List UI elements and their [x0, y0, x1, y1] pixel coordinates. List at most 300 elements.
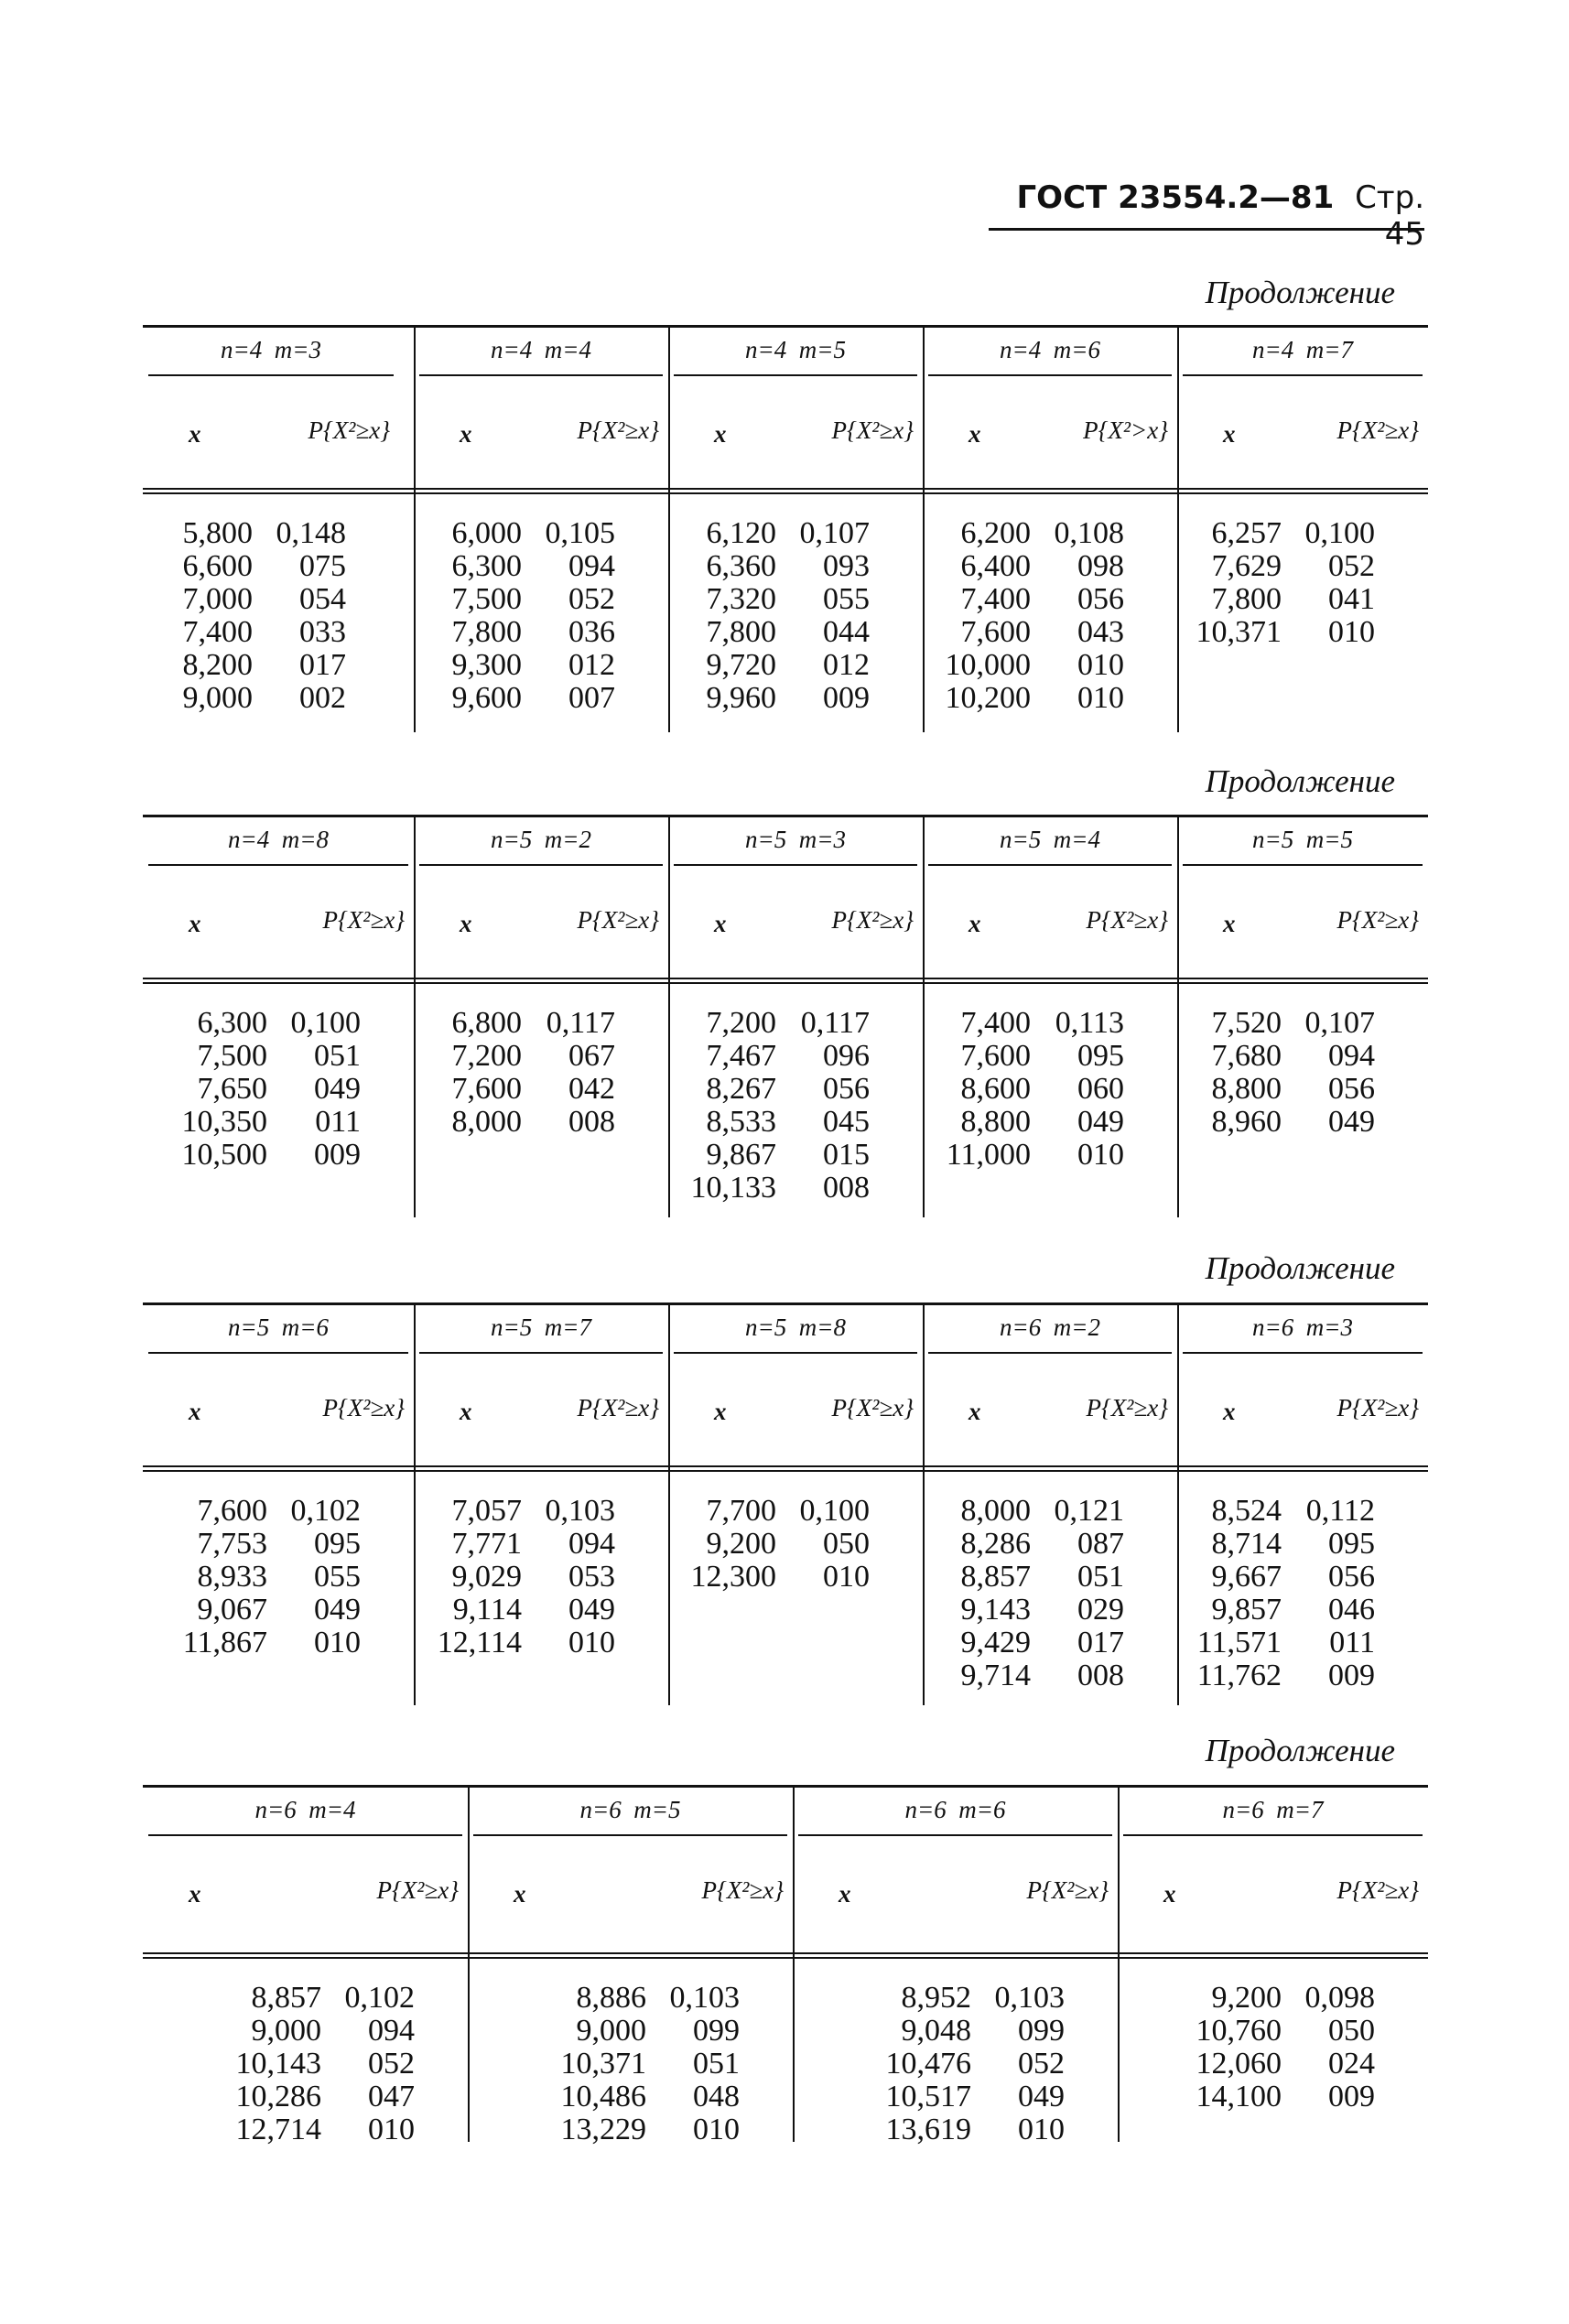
m-param: m=5 [798, 336, 846, 363]
table-row [668, 517, 923, 550]
m-param: m=5 [633, 1796, 681, 1823]
probability-value: 094 [368, 2014, 415, 2048]
x-value: 10,371 [1196, 615, 1282, 649]
probability-value: 0,103 [994, 1981, 1065, 2015]
table-row [793, 2113, 1118, 2146]
probability-value: 044 [823, 615, 870, 649]
x-value: 7,753 [197, 1527, 267, 1561]
table-column-group [1177, 325, 1428, 732]
probability-header: P{X²≥x} [308, 416, 390, 444]
x-value: 7,771 [451, 1527, 522, 1561]
probability-header: P{X²≥x} [831, 906, 914, 934]
group-header [143, 1303, 414, 1352]
column-divider [668, 815, 670, 1217]
table-row [414, 1594, 668, 1627]
table-row [468, 2113, 793, 2146]
table-column-group [414, 1303, 668, 1705]
table-column-group [414, 325, 668, 732]
table-row [143, 616, 399, 649]
probability-value: 049 [1328, 1105, 1375, 1139]
x-header: x [968, 1398, 981, 1425]
x-value: 7,600 [960, 615, 1031, 649]
x-value: 9,048 [901, 2014, 971, 2048]
probability-value: 054 [299, 582, 346, 616]
group-header [923, 1303, 1177, 1352]
x-value: 8,524 [1211, 1494, 1282, 1528]
table-body [414, 517, 668, 715]
probability-header: P{X²≥x} [1086, 1394, 1168, 1421]
x-value: 9,300 [451, 648, 522, 682]
column-divider [923, 815, 925, 1217]
probability-value: 048 [693, 2080, 740, 2113]
x-header: x [1163, 1880, 1176, 1908]
table-row [1177, 1073, 1428, 1106]
table-body [668, 517, 923, 715]
group-header [793, 1785, 1118, 1834]
probability-value: 053 [568, 1560, 615, 1594]
x-value: 12,714 [235, 2113, 321, 2146]
x-value: 7,200 [451, 1039, 522, 1073]
column-divider [923, 325, 925, 732]
table-row [923, 682, 1177, 715]
n-param: n=4 [1000, 336, 1042, 363]
probability-value: 043 [1077, 615, 1124, 649]
probability-value: 010 [693, 2113, 740, 2146]
x-value: 6,400 [960, 549, 1031, 583]
n-param: n=4 [745, 336, 787, 363]
probability-header: P{X²≥x} [1336, 416, 1419, 444]
x-value: 8,800 [960, 1105, 1031, 1139]
data-table [143, 325, 1428, 737]
probability-value: 010 [1077, 1138, 1124, 1172]
table-row [1177, 1495, 1428, 1528]
x-value: 10,286 [235, 2080, 321, 2113]
probability-value: 095 [314, 1527, 361, 1561]
x-value: 6,300 [451, 549, 522, 583]
table-row [1118, 2081, 1428, 2113]
probability-value: 094 [1328, 1039, 1375, 1073]
x-header: x [1223, 910, 1236, 937]
column-headers [668, 374, 923, 475]
probability-value: 046 [1328, 1593, 1375, 1627]
x-value: 7,200 [706, 1006, 776, 1040]
probability-value: 010 [1077, 681, 1124, 715]
table-row [468, 2081, 793, 2113]
x-value: 7,400 [960, 1006, 1031, 1040]
probability-value: 056 [1077, 582, 1124, 616]
x-value: 6,300 [197, 1006, 267, 1040]
x-value: 9,720 [706, 648, 776, 682]
table-row [668, 1073, 923, 1106]
table-row [468, 2015, 793, 2048]
m-param: m=7 [1276, 1796, 1324, 1823]
probability-value: 049 [1077, 1105, 1124, 1139]
x-header: x [460, 1398, 472, 1425]
table-row [1118, 1982, 1428, 2015]
table-body [143, 1982, 468, 2146]
probability-value: 052 [1018, 2047, 1065, 2081]
table-body [143, 1495, 414, 1659]
table-column-group [1177, 815, 1428, 1217]
probability-value: 060 [1077, 1072, 1124, 1106]
x-value: 9,067 [197, 1593, 267, 1627]
x-value: 9,000 [251, 2014, 321, 2048]
x-value: 10,476 [885, 2047, 971, 2081]
group-header [143, 1785, 468, 1834]
n-param: n=5 [491, 1313, 533, 1341]
probability-value: 010 [314, 1626, 361, 1659]
probability-header: P{X²≥x} [1336, 1394, 1419, 1421]
probability-value: 049 [1018, 2080, 1065, 2113]
x-header: x [460, 420, 472, 448]
x-value: 7,320 [706, 582, 776, 616]
n-param: n=5 [1000, 826, 1042, 853]
table-row [414, 1528, 668, 1561]
probability-value: 045 [823, 1105, 870, 1139]
x-value: 7,500 [451, 582, 522, 616]
probability-value: 099 [1018, 2014, 1065, 2048]
probability-value: 009 [1328, 1659, 1375, 1692]
table-column-group [143, 1785, 468, 2146]
x-value: 9,143 [960, 1593, 1031, 1627]
n-param: n=5 [745, 1313, 787, 1341]
table-row [668, 1040, 923, 1073]
probability-value: 0,148 [276, 516, 346, 550]
table-row [414, 550, 668, 583]
table-row [923, 1007, 1177, 1040]
x-value: 7,400 [960, 582, 1031, 616]
table-row [793, 2081, 1118, 2113]
table-row [923, 550, 1177, 583]
n-param: n=5 [745, 826, 787, 853]
table-row [1177, 1106, 1428, 1139]
table-row [414, 1007, 668, 1040]
table-row [668, 682, 923, 715]
column-headers [1177, 374, 1428, 475]
table-row [923, 1594, 1177, 1627]
x-value: 7,057 [451, 1494, 522, 1528]
column-headers [143, 864, 414, 965]
x-header: x [189, 1880, 201, 1908]
x-value: 13,619 [885, 2113, 971, 2146]
table-row [668, 1106, 923, 1139]
table-body [668, 1007, 923, 1205]
column-divider [414, 325, 416, 732]
probability-value: 012 [568, 648, 615, 682]
table-row [668, 1172, 923, 1205]
probability-value: 0,100 [290, 1006, 361, 1040]
table-row [668, 616, 923, 649]
probability-header: P{X²≥x} [376, 1876, 459, 1904]
probability-value: 008 [568, 1105, 615, 1139]
data-table [143, 1303, 1428, 1714]
probability-value: 052 [368, 2047, 415, 2081]
x-value: 9,867 [706, 1138, 776, 1172]
probability-value: 050 [1328, 2014, 1375, 2048]
table-row [1177, 550, 1428, 583]
n-param: n=6 [904, 1796, 947, 1823]
x-value: 7,600 [197, 1494, 267, 1528]
x-value: 8,600 [960, 1072, 1031, 1106]
x-value: 7,000 [182, 582, 253, 616]
x-value: 9,600 [451, 681, 522, 715]
x-value: 6,200 [960, 516, 1031, 550]
table-row [143, 2113, 468, 2146]
group-header [668, 1303, 923, 1352]
x-value: 10,000 [945, 648, 1031, 682]
probability-value: 0,103 [545, 1494, 615, 1528]
x-header: x [1223, 420, 1236, 448]
m-param: m=3 [798, 826, 846, 853]
probability-value: 0,102 [344, 1981, 415, 2015]
column-headers [414, 374, 668, 475]
table-row [143, 550, 399, 583]
probability-value: 096 [823, 1039, 870, 1073]
n-param: n=5 [1252, 826, 1294, 853]
table-row [923, 616, 1177, 649]
probability-value: 010 [1077, 648, 1124, 682]
page-header [989, 179, 1424, 253]
probability-value: 009 [314, 1138, 361, 1172]
probability-value: 0,107 [1304, 1006, 1375, 1040]
table-row [414, 1495, 668, 1528]
probability-value: 010 [1018, 2113, 1065, 2146]
column-headers [143, 1352, 414, 1453]
group-header [1177, 325, 1428, 374]
column-divider [414, 815, 416, 1217]
probability-value: 017 [299, 648, 346, 682]
probability-value: 042 [568, 1072, 615, 1106]
column-divider [414, 1303, 416, 1705]
table-body [414, 1007, 668, 1139]
table-row [468, 1982, 793, 2015]
table-row [1118, 2048, 1428, 2081]
group-header [143, 325, 399, 374]
x-header: x [968, 420, 981, 448]
table-body [923, 1007, 1177, 1172]
x-value: 9,200 [1211, 1981, 1282, 2015]
probability-header: P{X²≥x} [322, 1394, 405, 1421]
table-column-group [923, 325, 1177, 732]
probability-value: 017 [1077, 1626, 1124, 1659]
m-param: m=3 [274, 336, 321, 363]
m-param: m=8 [798, 1313, 846, 1341]
table-row [793, 2048, 1118, 2081]
continuation-label: Продолжение [1205, 275, 1395, 310]
table-row [414, 1627, 668, 1659]
table-row [414, 616, 668, 649]
m-param: m=5 [1305, 826, 1353, 853]
x-value: 10,486 [560, 2080, 646, 2113]
data-table [143, 1785, 1428, 2160]
x-value: 8,960 [1211, 1105, 1282, 1139]
x-value: 7,467 [706, 1039, 776, 1073]
table-row [923, 1073, 1177, 1106]
table-row [414, 1073, 668, 1106]
table-row [143, 1982, 468, 2015]
m-param: m=7 [544, 1313, 591, 1341]
m-param: m=6 [1053, 336, 1100, 363]
column-divider [923, 1303, 925, 1705]
probability-value: 029 [1077, 1593, 1124, 1627]
n-param: n=6 [579, 1796, 622, 1823]
x-value: 8,000 [451, 1105, 522, 1139]
page-number: Стр. 45 [1355, 179, 1424, 253]
table-row [1177, 1627, 1428, 1659]
table-row [414, 517, 668, 550]
x-value: 7,629 [1211, 549, 1282, 583]
x-value: 10,500 [181, 1138, 267, 1172]
n-param: n=4 [1252, 336, 1294, 363]
probability-value: 0,100 [799, 1494, 870, 1528]
x-value: 7,700 [706, 1494, 776, 1528]
table-column-group [1118, 1785, 1428, 2142]
m-param: m=4 [544, 336, 591, 363]
probability-value: 0,117 [800, 1006, 870, 1040]
table-body [1177, 1007, 1428, 1139]
table-row [668, 550, 923, 583]
x-value: 9,960 [706, 681, 776, 715]
table-row [414, 1106, 668, 1139]
probability-value: 009 [823, 681, 870, 715]
probability-value: 095 [1077, 1039, 1124, 1073]
table-row [1177, 1594, 1428, 1627]
table-row [1177, 517, 1428, 550]
table-row [143, 1528, 414, 1561]
m-param: m=7 [1305, 336, 1353, 363]
probability-value: 008 [823, 1171, 870, 1205]
m-param: m=6 [281, 1313, 329, 1341]
table-row [923, 1659, 1177, 1692]
m-param: m=2 [1053, 1313, 1100, 1341]
probability-value: 055 [314, 1560, 361, 1594]
table-row [143, 1139, 414, 1172]
x-value: 8,857 [960, 1560, 1031, 1594]
table-row [1177, 583, 1428, 616]
x-value: 7,600 [451, 1072, 522, 1106]
probability-value: 0,112 [1305, 1494, 1375, 1528]
table-body [143, 1007, 414, 1172]
group-header [468, 1785, 793, 1834]
table-row [143, 1073, 414, 1106]
column-headers [923, 864, 1177, 965]
table-column-group [468, 1785, 793, 2146]
probability-header: P{X²≥x} [701, 1876, 784, 1904]
table-body [414, 1495, 668, 1659]
column-divider [1177, 1303, 1179, 1705]
x-value: 9,200 [706, 1527, 776, 1561]
probability-value: 094 [568, 1527, 615, 1561]
table-row [923, 583, 1177, 616]
table-row [143, 649, 399, 682]
table-body [793, 1982, 1118, 2146]
x-value: 9,000 [182, 681, 253, 715]
probability-value: 051 [693, 2047, 740, 2081]
probability-value: 0,117 [546, 1006, 615, 1040]
n-param: n=6 [1222, 1796, 1264, 1823]
probability-value: 0,113 [1055, 1006, 1124, 1040]
probability-value: 049 [314, 1072, 361, 1106]
probability-value: 0,098 [1304, 1981, 1375, 2015]
x-header: x [514, 1880, 526, 1908]
x-value: 8,714 [1211, 1527, 1282, 1561]
probability-value: 047 [368, 2080, 415, 2113]
n-param: n=6 [1252, 1313, 1294, 1341]
table-row [923, 517, 1177, 550]
table-body [1177, 1495, 1428, 1692]
table-row [143, 1106, 414, 1139]
group-header [1118, 1785, 1428, 1834]
table-row [923, 1106, 1177, 1139]
column-headers [793, 1834, 1118, 1935]
column-headers [1177, 1352, 1428, 1453]
probability-value: 007 [568, 681, 615, 715]
table-row [143, 1561, 414, 1594]
probability-value: 024 [1328, 2047, 1375, 2081]
m-param: m=4 [1053, 826, 1100, 853]
table-body [923, 517, 1177, 715]
probability-header: P{X²≥x} [322, 906, 405, 934]
probability-value: 015 [823, 1138, 870, 1172]
probability-value: 052 [1328, 549, 1375, 583]
x-value: 12,300 [690, 1560, 776, 1594]
column-headers [414, 1352, 668, 1453]
table-row [1177, 1659, 1428, 1692]
x-value: 10,200 [945, 681, 1031, 715]
column-divider [1177, 325, 1179, 732]
probability-value: 049 [314, 1593, 361, 1627]
probability-value: 056 [1328, 1072, 1375, 1106]
table-body [668, 1495, 923, 1594]
table-row [414, 1040, 668, 1073]
probability-value: 050 [823, 1527, 870, 1561]
x-value: 11,867 [182, 1626, 267, 1659]
probability-value: 010 [1328, 615, 1375, 649]
table-column-group [668, 325, 923, 732]
probability-value: 009 [1328, 2080, 1375, 2113]
probability-value: 0,108 [1054, 516, 1124, 550]
x-value: 11,000 [946, 1138, 1031, 1172]
x-value: 11,571 [1196, 1626, 1282, 1659]
probability-value: 051 [1077, 1560, 1124, 1594]
x-value: 10,133 [690, 1171, 776, 1205]
column-headers [923, 374, 1177, 475]
x-value: 9,114 [452, 1593, 522, 1627]
table-row [793, 1982, 1118, 2015]
table-row [668, 1495, 923, 1528]
x-header: x [1223, 1398, 1236, 1425]
table-row [1118, 2015, 1428, 2048]
probability-value: 0,102 [290, 1494, 361, 1528]
continuation-label: Продолжение [1205, 1250, 1395, 1286]
probability-value: 067 [568, 1039, 615, 1073]
x-value: 7,400 [182, 615, 253, 649]
column-divider [1177, 815, 1179, 1217]
group-header [668, 815, 923, 864]
group-header [143, 815, 414, 864]
table-body [923, 1495, 1177, 1692]
table-row [923, 1528, 1177, 1561]
table-row [668, 649, 923, 682]
table-row [414, 682, 668, 715]
n-param: n=4 [228, 826, 270, 853]
x-value: 7,800 [451, 615, 522, 649]
probability-value: 0,103 [669, 1981, 740, 2015]
x-value: 6,800 [451, 1006, 522, 1040]
probability-value: 012 [823, 648, 870, 682]
x-header: x [968, 910, 981, 937]
probability-value: 041 [1328, 582, 1375, 616]
